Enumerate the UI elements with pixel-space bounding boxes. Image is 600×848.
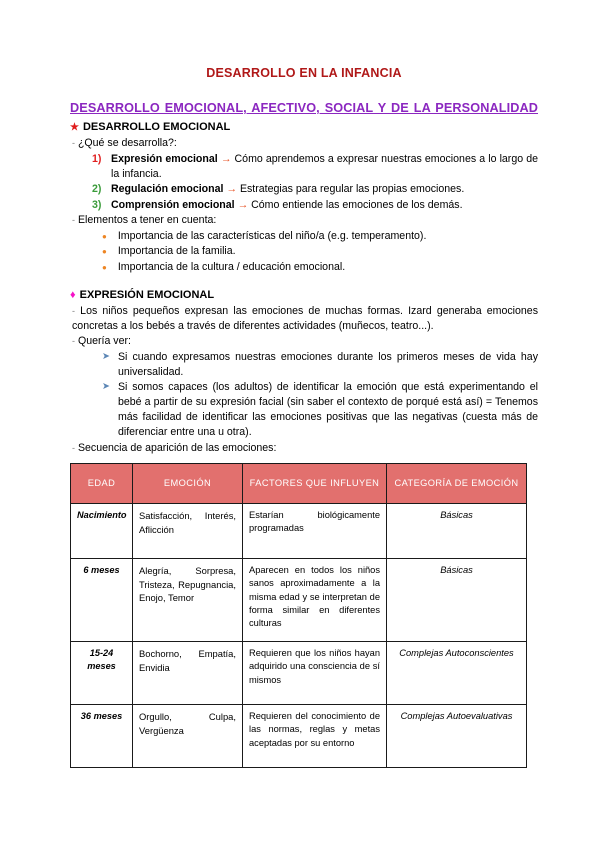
cell-factores: Aparecen en todos los niños sanos aproximadamente a la misma edad y se interpretan de forma similar en diferentes culturas	[243, 559, 387, 642]
table-row	[71, 642, 527, 705]
cell-factores: Requieren del conocimiento de las normas, reglas y metas aceptadas por su entorno	[243, 705, 387, 768]
table-row	[71, 559, 527, 642]
table-body	[71, 504, 527, 768]
list-item	[102, 244, 538, 259]
cell-emocion: Bochorno, Empatía, Envidia	[133, 642, 243, 705]
list-item-text: Si cuando expresamos nuestras emociones durante los primeros meses de vida hay universalidad.	[117, 350, 538, 378]
dash-icon: -	[72, 336, 75, 347]
arrow-bullet-icon: ➤	[102, 381, 110, 393]
table-row	[71, 504, 527, 559]
paragraph-text: Los niños pequeños expresan las emociones de muchas formas. Izard generaba emociones concretas a los bebés a través de diferentes actividades (muñecos, teatro...).	[72, 304, 538, 332]
numbered-list-desarrollo	[70, 152, 538, 212]
cell-emocion: Satisfacción, Interés, Aflicción	[133, 504, 243, 559]
list-item-text	[111, 198, 538, 213]
star-icon: ★	[70, 121, 79, 133]
list-item	[92, 198, 538, 213]
emotion-sequence-table	[70, 463, 527, 768]
cell-edad: 36 meses	[71, 705, 133, 768]
column-header-edad: EDAD	[71, 464, 133, 504]
arrow-icon: →	[237, 198, 249, 211]
column-header-emocion: EMOCIÓN	[133, 464, 243, 504]
dash-icon: -	[72, 442, 75, 453]
arrow-icon: →	[226, 183, 237, 196]
list-item	[102, 229, 538, 244]
cell-factores: Estarían biológicamente programadas	[243, 504, 387, 559]
dot-list-elementos	[70, 229, 538, 275]
intro-text: Secuencia de aparición de las emociones:	[77, 441, 277, 454]
list-marker: 3)	[92, 198, 102, 211]
table-row	[71, 705, 527, 768]
column-header-categoria: CATEGORÍA DE EMOCIÓN	[387, 464, 527, 504]
subsection-heading-expresion-emocional	[70, 288, 538, 303]
column-header-factores: FACTORES QUE INFLUYEN	[243, 464, 387, 504]
dot-bullet-icon: ●	[102, 262, 107, 272]
list-item	[92, 182, 538, 197]
intro-elementos-a-tener-en-cuenta	[70, 213, 538, 228]
list-item-text: Si somos capaces (los adultos) de identificar la emoción que está experimentando el bebé a partir de su expresión facial (sin saber el contexto de porqué está así) = Tenemos más facilidad de identificar las emociones positivas que las negativas (cuesta más de diferenciar entre una u otra).	[117, 381, 538, 438]
dot-bullet-icon: ●	[102, 247, 107, 257]
list-marker: 2)	[92, 183, 102, 196]
dash-icon: -	[72, 305, 75, 316]
list-item-lead: Expresión emocional	[111, 153, 218, 166]
paragraph-izard	[70, 304, 538, 333]
list-item-text: Importancia de la cultura / educación emocional.	[117, 260, 346, 273]
list-item-body: Cómo entiende las emociones de los demás.	[251, 198, 463, 211]
intro-que-se-desarrolla	[70, 136, 538, 151]
subsection-title: EXPRESIÓN EMOCIONAL	[79, 288, 215, 301]
cell-edad: 15-24 meses	[71, 642, 133, 705]
arrow-list-queria-ver	[70, 350, 538, 440]
intro-secuencia-aparicion	[70, 441, 538, 456]
list-item	[102, 380, 538, 439]
cell-categoria: Complejas Autoconscientes	[387, 642, 527, 705]
list-item	[102, 350, 538, 380]
page-title: DESARROLLO EN LA INFANCIA	[206, 66, 402, 80]
cell-edad: Nacimiento	[71, 504, 133, 559]
dot-bullet-icon: ●	[102, 232, 107, 242]
cell-categoria: Básicas	[387, 559, 527, 642]
intro-text: Quería ver:	[77, 335, 131, 348]
list-item	[92, 152, 538, 181]
diamond-icon: ♦	[70, 288, 76, 301]
intro-queria-ver	[70, 334, 538, 349]
dash-icon: -	[72, 137, 75, 148]
arrow-icon: →	[220, 153, 232, 166]
cell-edad: 6 meses	[71, 559, 133, 642]
list-item-text: Importancia de las características del niño/a (e.g. temperamento).	[117, 230, 427, 243]
list-item-text: Importancia de la familia.	[117, 245, 236, 258]
list-item-text	[111, 152, 538, 181]
cell-emocion: Alegría, Sorpresa, Tristeza, Repugnancia, Enojo, Temor	[133, 559, 243, 642]
cell-categoria: Complejas Autoevaluativas	[387, 705, 527, 768]
arrow-bullet-icon: ➤	[102, 350, 110, 362]
dash-icon: -	[72, 215, 75, 226]
section-heading: DESARROLLO EMOCIONAL, AFECTIVO, SOCIAL Y DE LA PERSONALIDAD	[70, 101, 538, 115]
subsection-heading-desarrollo-emocional	[70, 120, 538, 135]
list-item-body: Cómo aprendemos a expresar nuestras emociones a lo largo de la infancia.	[111, 153, 539, 180]
table-header	[71, 464, 527, 504]
intro-text: ¿Qué se desarrolla?:	[77, 136, 177, 149]
list-item-body: Estrategias para regular las propias emociones.	[239, 183, 465, 196]
list-item	[102, 260, 538, 275]
intro-text: Elementos a tener en cuenta:	[77, 214, 217, 227]
cell-categoria: Básicas	[387, 504, 527, 559]
cell-factores: Requieren que los niños hayan adquirido una consciencia de sí mismos	[243, 642, 387, 705]
list-item-text	[111, 182, 538, 197]
table-header-row	[71, 464, 527, 504]
cell-emocion: Orgullo, Culpa, Vergüenza	[133, 705, 243, 768]
subsection-title: DESARROLLO EMOCIONAL	[82, 120, 231, 133]
list-item-lead: Regulación emocional	[111, 183, 224, 196]
list-marker: 1)	[92, 153, 102, 166]
list-item-lead: Comprensión emocional	[111, 198, 235, 211]
